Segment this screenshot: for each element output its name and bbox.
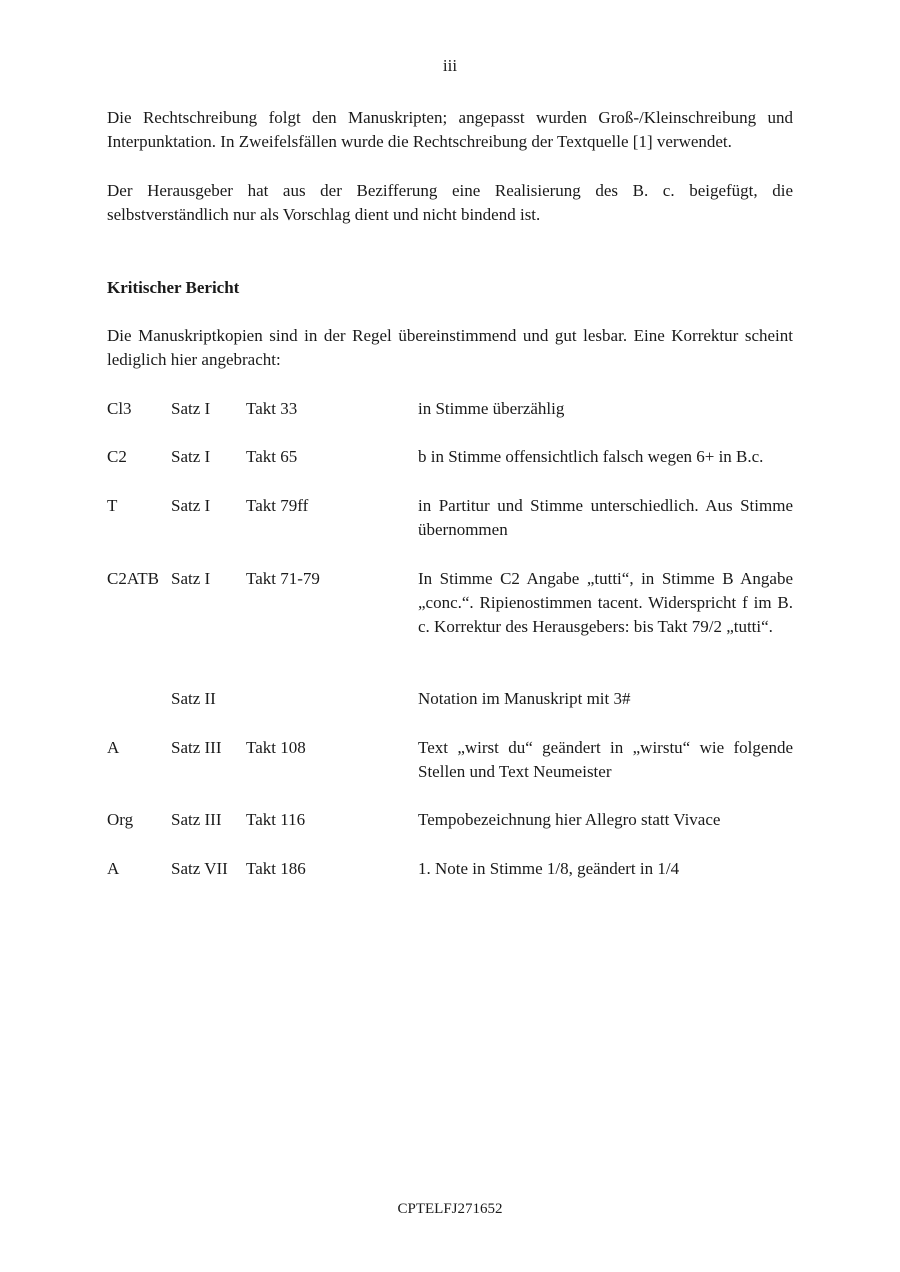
intro-paragraph-continuo: Der Herausgeber hat aus der Bezifferung eine Realisierung des B. c. beigefügt, die selbstverständlich nur als Vorschlag dient und nicht bindend ist. [107, 181, 793, 224]
movement-cell: Satz I [171, 496, 211, 515]
voice-cell: Cl3 [107, 399, 132, 418]
document-identifier: CPTELFJ271652 [397, 1201, 503, 1217]
remark-cell: Text „wirst du“ geändert in „wirstu“ wie folgende Stellen und Text Neumeister [418, 738, 793, 781]
page-number: iii [442, 56, 458, 75]
voice-cell: C2 [107, 447, 127, 466]
bar-cell: Takt 186 [246, 859, 306, 878]
bar-cell: Takt 33 [246, 399, 298, 418]
remark-cell: Tempobezeichnung hier Allegro statt Vivace [418, 810, 721, 829]
section-heading-critical-report: Kritischer Bericht [107, 278, 240, 297]
movement-cell: Satz VII [171, 859, 228, 878]
bar-cell: Takt 79ff [246, 496, 309, 515]
voice-cell: A [107, 859, 120, 878]
voice-cell: T [107, 496, 118, 515]
remark-cell: in Stimme überzählig [418, 399, 565, 418]
movement-cell: Satz II [171, 689, 216, 708]
voice-cell: Org [107, 810, 134, 829]
remark-cell: in Partitur und Stimme unterschiedlich. Aus Stimme übernommen [418, 496, 793, 539]
movement-cell: Satz I [171, 447, 211, 466]
bar-cell: Takt 71-79 [246, 569, 320, 588]
voice-cell: A [107, 738, 120, 757]
intro-paragraph-orthography: Die Rechtschreibung folgt den Manuskripten; angepasst wurden Groß-/Kleinschreibung und Interpunktation. In Zweifelsfällen wurde die Rechtschreibung der Textquelle [1] verwendet. [107, 108, 793, 151]
movement-cell: Satz III [171, 738, 222, 757]
bar-cell: Takt 116 [246, 810, 306, 829]
remark-cell: 1. Note in Stimme 1/8, geändert in 1/4 [418, 859, 680, 878]
remark-cell: In Stimme C2 Angabe „tutti“, in Stimme B Angabe „conc.“. Ripienostimmen tacent. Widerspricht f im B. c. Korrektur des Herausgebers: bis Takt 79/2 „tutti“. [418, 569, 793, 636]
movement-cell: Satz I [171, 399, 211, 418]
critical-report-intro: Die Manuskriptkopien sind in der Regel übereinstimmend und gut lesbar. Eine Korrektur scheint lediglich hier angebracht: [107, 326, 793, 369]
voice-cell: C2ATB [107, 569, 159, 588]
movement-cell: Satz I [171, 569, 211, 588]
movement-cell: Satz III [171, 810, 222, 829]
remark-cell: Notation im Manuskript mit 3# [418, 689, 631, 708]
bar-cell: Takt 108 [246, 738, 306, 757]
remark-cell: b in Stimme offensichtlich falsch wegen 6+ in B.c. [418, 447, 764, 466]
bar-cell: Takt 65 [246, 447, 298, 466]
